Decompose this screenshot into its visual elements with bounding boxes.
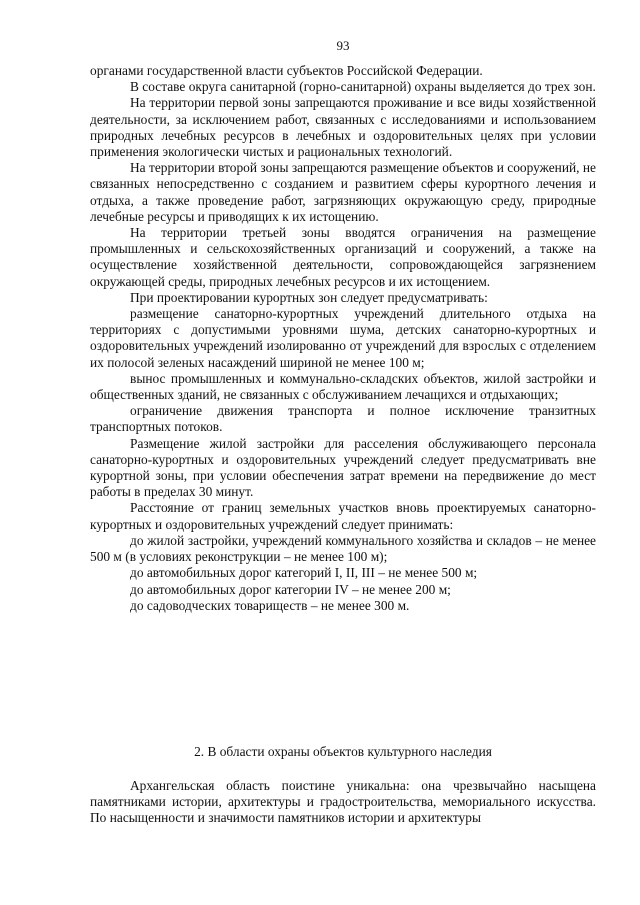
- paragraph-13: до автомобильных дорог категорий I, II, III – не менее 500 м;: [130, 565, 478, 581]
- paragraph-3: На территории первой зоны запрещаются проживание и все виды хозяйственной деятельности, за исключением работ, связанных с исследованиями и использованием природных лечебных ресурсов в лечебных и оздоровительных целях при условии применения экологически чистых и рациональных технологий.: [90, 95, 596, 160]
- paragraph-6: При проектировании курортных зон следует предусматривать:: [130, 289, 488, 305]
- paragraph-14: до автомобильных дорог категории IV – не менее 200 м;: [130, 581, 451, 597]
- page-number: 93: [336, 38, 350, 53]
- paragraph-7: размещение санаторно-курортных учреждений длительного отдыха на территориях с допустимыми уровнями шума, детских санаторно-курортных и оздоровительных учреждений изолированно от учреждений для взрослых с отделением их полосой зеленых насаждений шириной не менее 100 м;: [90, 306, 596, 370]
- paragraph-8: вынос промышленных и коммунально-складских объектов, жилой застройки и общественных зданий, не связанных с обслуживанием лечащихся и отдыхающих;: [90, 370, 596, 403]
- paragraph-15: до садоводческих товариществ – не менее 300 м.: [130, 597, 410, 613]
- paragraph-12: до жилой застройки, учреждений коммунального хозяйства и складов – не менее 500 м (в условиях реконструкции – не менее 100 м);: [90, 532, 596, 565]
- tail-text: [90, 778, 596, 827]
- paragraph-11: Расстояние от границ земельных участков вновь проектируемых санаторно-курортных и оздоровительных учреждений следует принимать:: [90, 500, 596, 532]
- paragraph-1: органами государственной власти субъектов Российской Федерации.: [90, 63, 483, 78]
- paragraph-4: На территории второй зоны запрещаются размещение объектов и сооружений, не связанных непосредственно с созданием и развитием сферы курортного лечения и отдыха, а также проведение работ, загрязняющих окружающую среду, природные лечебные ресурсы и приводящих к их истощению.: [90, 160, 596, 224]
- paragraph-10: Размещение жилой застройки для расселения обслуживающего персонала санаторно-курортных и оздоровительных учреждений следует предусматривать вне курортной зоны, при условии обеспечения затрат времени на передвижение до мест работы в пределах 30 минут.: [90, 435, 596, 500]
- paragraph-5: На территории третьей зоны вводятся ограничения на размещение промышленных и сельскохозяйственных организаций и сооружений, а также на осуществление хозяйственной деятельности, сопровождающейся загрязнением окружающей среды, природных лечебных ресурсов и их истощением.: [90, 225, 596, 289]
- paragraph-9: ограничение движения транспорта и полное исключение транзитных транспортных потоков.: [90, 403, 596, 435]
- section-heading: 2. В области охраны объектов культурного наследия: [194, 744, 492, 759]
- body-text: [90, 63, 596, 614]
- tail-paragraph: Архангельская область поистине уникальна: она чрезвычайно насыщена памятниками истории, архитектуры и градостроительства, мемориального искусства. По насыщенности и значимости памятников истории и архитектуры: [90, 778, 596, 826]
- paragraph-2: В составе округа санитарной (горно-санитарной) охраны выделяется до трех зон.: [130, 79, 596, 95]
